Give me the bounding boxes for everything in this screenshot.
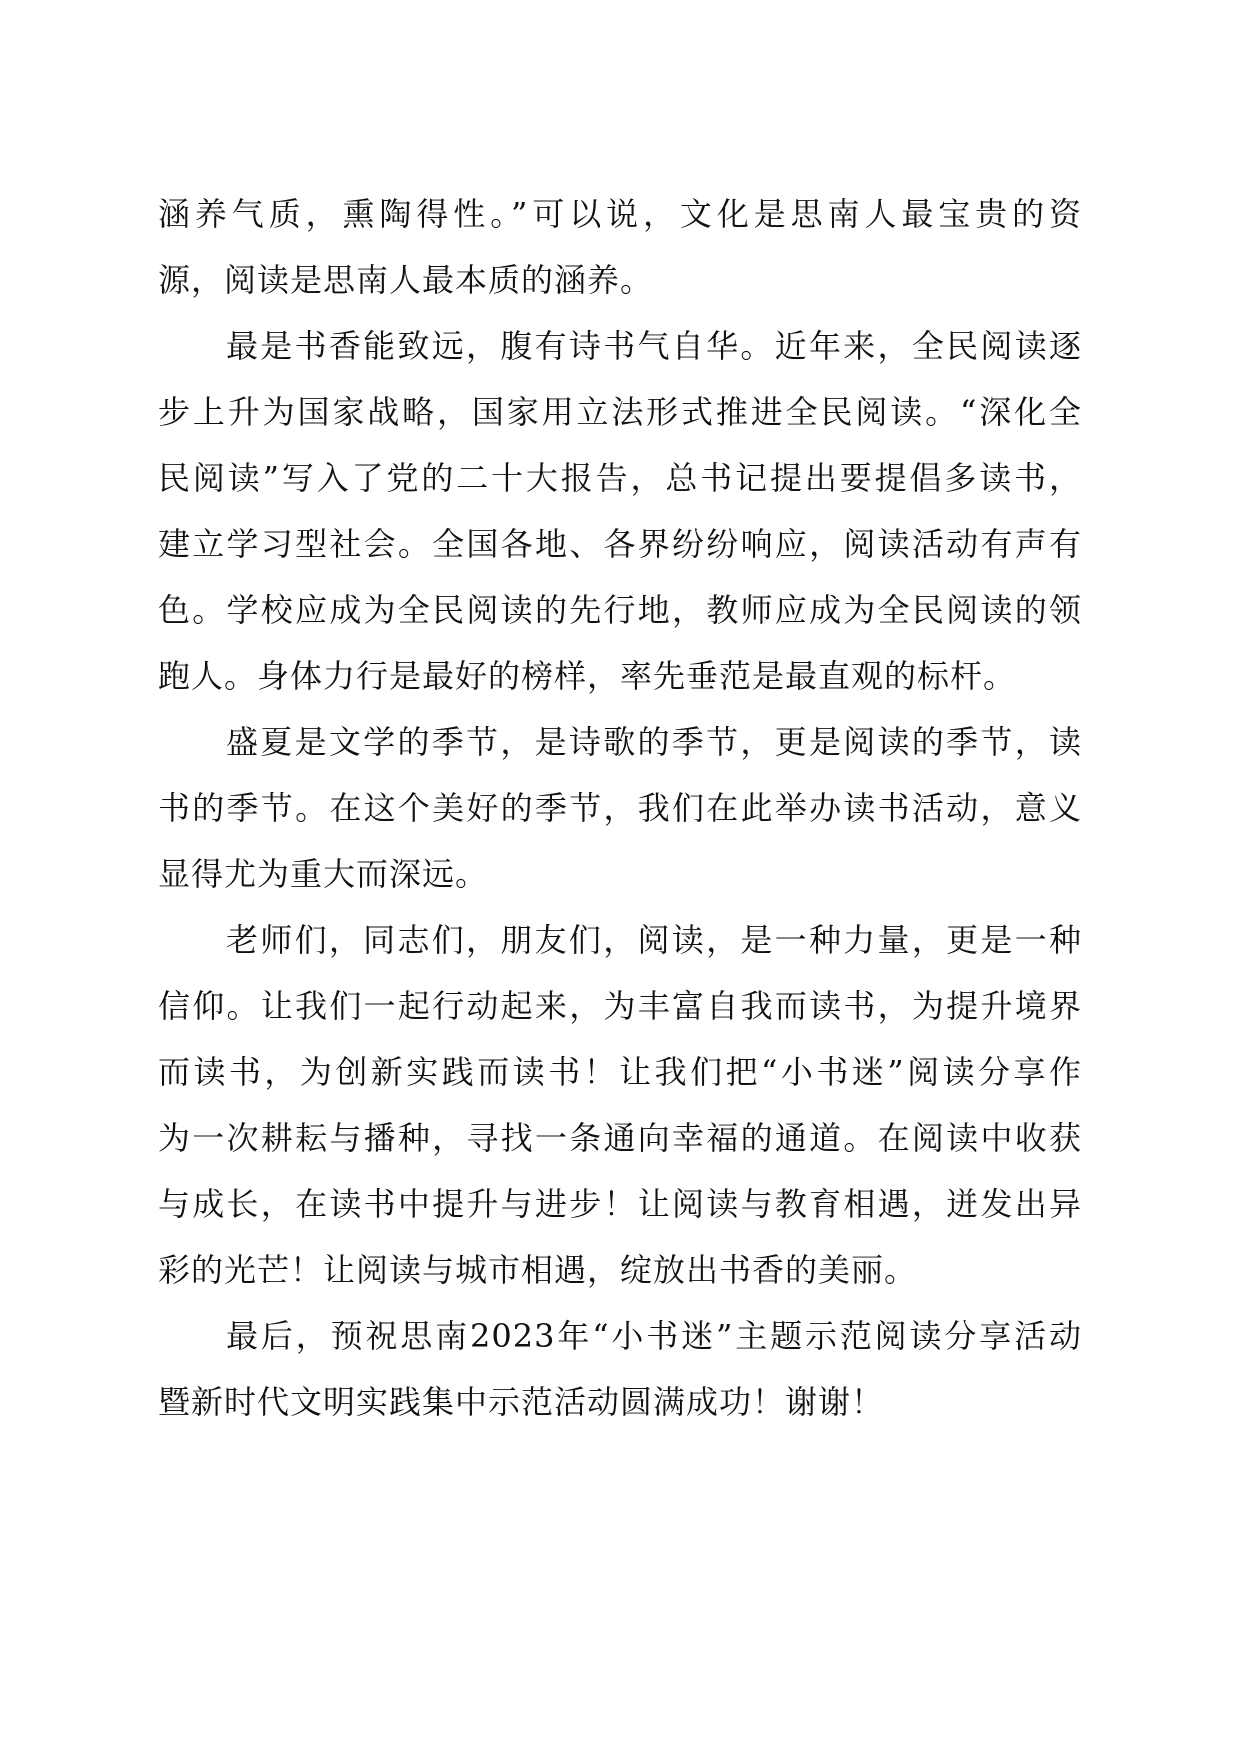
text-line: 色。学校应成为全民阅读的先行地，教师应成为全民阅读的领 — [158, 591, 1082, 629]
text-line: 最后，预祝思南2023年“小书迷”主题示范阅读分享活动 — [226, 1317, 1082, 1355]
paragraph — [158, 1303, 1082, 1435]
paragraph — [158, 709, 1082, 907]
text-line: 信仰。让我们一起行动起来，为丰富自我而读书，为提升境界 — [158, 987, 1082, 1025]
text-line: 为一次耕耘与播种，寻找一条通向幸福的通道。在阅读中收获 — [158, 1119, 1082, 1157]
paragraph — [158, 313, 1082, 709]
text-line: 步上升为国家战略，国家用立法形式推进全民阅读。“深化全 — [158, 393, 1082, 431]
text-line: 建立学习型社会。全国各地、各界纷纷响应，阅读活动有声有 — [158, 525, 1082, 563]
text-line: 而读书，为创新实践而读书！让我们把“小书迷”阅读分享作 — [158, 1053, 1082, 1091]
text-line: 跑人。身体力行是最好的榜样，率先垂范是最直观的标杆。 — [158, 657, 1017, 695]
text-line: 暨新时代文明实践集中示范活动圆满成功！谢谢！ — [158, 1383, 885, 1421]
text-line: 书的季节。在这个美好的季节，我们在此举办读书活动，意义 — [158, 789, 1082, 827]
text-line: 最是书香能致远，腹有诗书气自华。近年来，全民阅读逐 — [226, 327, 1082, 365]
paragraph — [158, 907, 1082, 1303]
text-line: 民阅读”写入了党的二十大报告，总书记提出要提倡多读书， — [158, 459, 1082, 497]
text-line: 与成长，在读书中提升与进步！让阅读与教育相遇，迸发出异 — [158, 1185, 1082, 1223]
text-line: 涵养气质，熏陶得性。”可以说，文化是思南人最宝贵的资 — [158, 195, 1082, 233]
text-line: 显得尤为重大而深远。 — [158, 855, 489, 893]
text-line: 彩的光芒！让阅读与城市相遇，绽放出书香的美丽。 — [158, 1251, 918, 1289]
paragraph — [158, 181, 1082, 313]
text-line: 源，阅读是思南人最本质的涵养。 — [158, 261, 654, 299]
text-line: 盛夏是文学的季节，是诗歌的季节，更是阅读的季节，读 — [226, 723, 1082, 761]
text-line: 老师们，同志们，朋友们，阅读，是一种力量，更是一种 — [226, 921, 1082, 959]
document-page — [158, 181, 1082, 1435]
